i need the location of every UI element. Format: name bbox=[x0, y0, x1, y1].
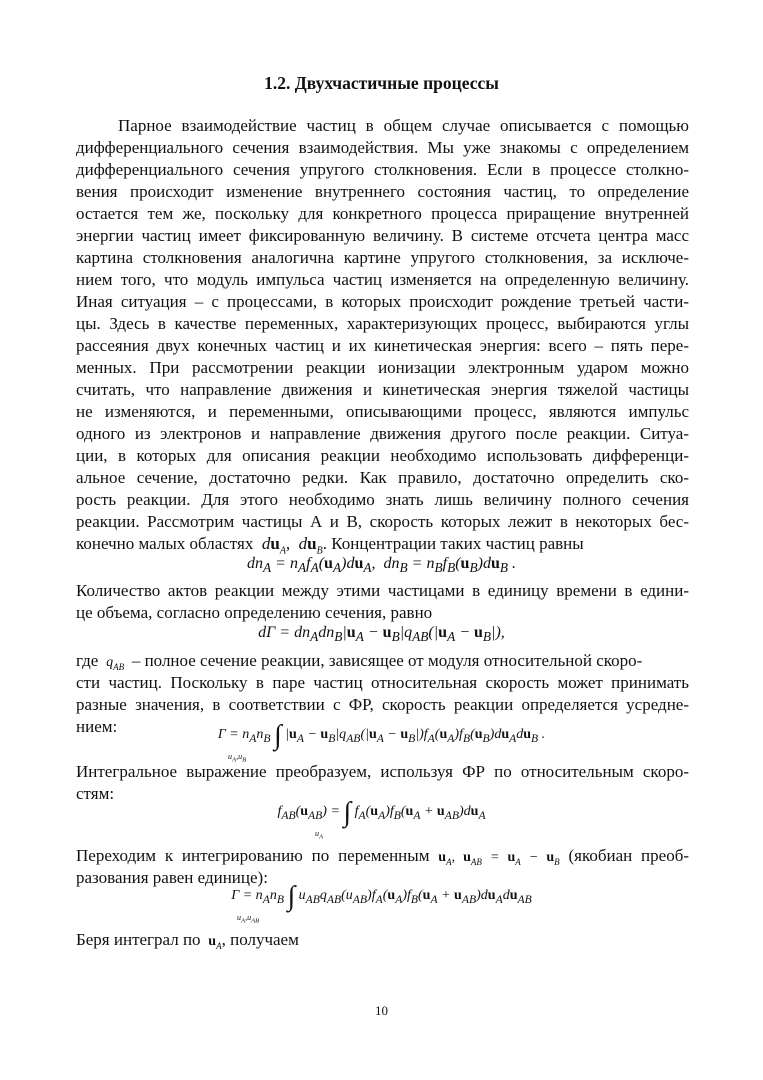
equation-concentrations: $dn_A = n_Af_A(u_A)du_A$, $dn_B = n_Bf_B(u_B)du_B$ . bbox=[247, 555, 516, 576]
text-line: нием: bbox=[76, 717, 118, 736]
page-number: 10 bbox=[375, 1003, 388, 1018]
text-fragment: Беря интеграл по bbox=[76, 930, 201, 949]
text-fragment: конечно малых областях bbox=[76, 534, 254, 553]
formula-inline: $du_A$, $du_B$ bbox=[257, 534, 323, 557]
text-line: остается тем же, поскольку для конкретного процесса приращение внутренней bbox=[76, 204, 689, 223]
text-fragment: . Концентрации таких частиц равны bbox=[322, 534, 584, 553]
text-line: альное сечение, достаточно редки. Как правило, достаточно определить ско- bbox=[76, 468, 689, 487]
text-line: реакции. Рассмотрим частицы А и В, скорость которых лежит в некоторых бес- bbox=[76, 512, 689, 531]
text-line: считать, что направление движения и кинетическая энергия тяжелой частицы bbox=[76, 380, 689, 399]
text-fragment: где bbox=[76, 651, 99, 670]
text-line: рассеяния двух конечных частиц и их кинетическая энергия: всего – пять пере- bbox=[76, 336, 689, 355]
text-line: дифференциального сечения взаимодействия. Мы уже знакомы с определением bbox=[76, 138, 689, 157]
equation-reaction-count: $d\Gamma = dn_Adn_B|u_A - u_B|q_{AB}(|u_A - u_B|)$, bbox=[258, 624, 505, 645]
text-line: энергии частиц имеет фиксированную величину. В системе отсчета центра масс bbox=[76, 226, 689, 245]
text-fragment: (якобиан преоб- bbox=[568, 846, 690, 865]
text-line: рость реакции. Для этого необходимо знать лишь величину полного сечения bbox=[76, 490, 689, 509]
text-line bbox=[76, 929, 689, 957]
text-line: разования равен единице): bbox=[76, 868, 268, 887]
text-line: Парное взаимодействие частиц в общем случае описывается с помощью bbox=[118, 116, 689, 135]
formula-inline: $u_A$ bbox=[208, 934, 222, 951]
text-line: цы. Здесь в качестве переменных, характеризующих процесс, выбираются углы bbox=[76, 314, 689, 333]
text-line: сти частиц. Поскольку в паре частиц относительная скорость может принимать bbox=[76, 673, 689, 692]
text-line: одного из электронов и направление движения другого после реакции. Ситуа- bbox=[76, 424, 689, 443]
text-line: менных. При рассмотрении реакции ионизации электронным ударом можно bbox=[76, 358, 689, 377]
text-line: стям: bbox=[76, 784, 115, 803]
section-title: 1.2. Двухчастичные процессы bbox=[264, 73, 499, 93]
text-fragment: , получаем bbox=[221, 930, 299, 949]
equation-rate-relative: $\Gamma = n_An_B$ ∫ $u_{AB}q_{AB}(u_{AB})f_A(u_A)f_B(u_A + u_{AB})du_Adu_{AB}$ $u_A,u_{AB}$ bbox=[231, 881, 532, 925]
text-line: не изменяются, и переменными, описывающими процесс, являются импульс bbox=[76, 402, 689, 421]
text-line: дифференциального сечения упругого столкновения. Если в процессе столкно- bbox=[76, 160, 689, 179]
text-fragment: – полное сечение реакции, зависящее от модуля относительной скоро- bbox=[131, 651, 643, 670]
text-line: разные значения, в соответствии с ФР, скорость реакции определяется усредне- bbox=[76, 695, 689, 714]
formula-inline: $u_A$, $u_{AB} = u_A - u_B$ bbox=[438, 850, 560, 867]
formula-inline: $q_{AB}$ bbox=[102, 655, 125, 672]
text-line: картина столкновения аналогична картине упругого столкновения, за исключе- bbox=[76, 248, 689, 267]
text-line: Иная ситуация – с процессами, в которых происходит рождение третьей части- bbox=[76, 292, 689, 311]
text-line: це объема, согласно определению сечения, равно bbox=[76, 603, 433, 622]
text-line: Количество актов реакции между этими частицами в единицу времени в едини- bbox=[76, 581, 689, 600]
equation-rate-average: $\Gamma = n_An_B$ ∫ $|u_A - u_B|q_{AB}(|u_A - u_B|)f_A(u_A)f_B(u_B)du_Adu_B$ . $u_A,u_B$ bbox=[217, 720, 546, 764]
text-fragment: Переходим к интегрированию по переменным bbox=[76, 846, 430, 865]
equation-relative-distribution: $f_{AB}(u_{AB})$ = ∫ $f_A(u_A)f_B(u_A + u_{AB})du_A$ $u_A$ bbox=[277, 797, 486, 841]
text-line: ции, в которых для описания реакции необходимо использовать дифференци- bbox=[76, 446, 689, 465]
text-line: вения происходит изменение внутреннего состояния частиц, то определение bbox=[76, 182, 689, 201]
text-line: Интегральное выражение преобразуем, используя ФР по относительным скоро- bbox=[76, 762, 689, 781]
text-line: нием того, что модуль импульса частиц изменяется на определенную величину. bbox=[76, 270, 689, 289]
